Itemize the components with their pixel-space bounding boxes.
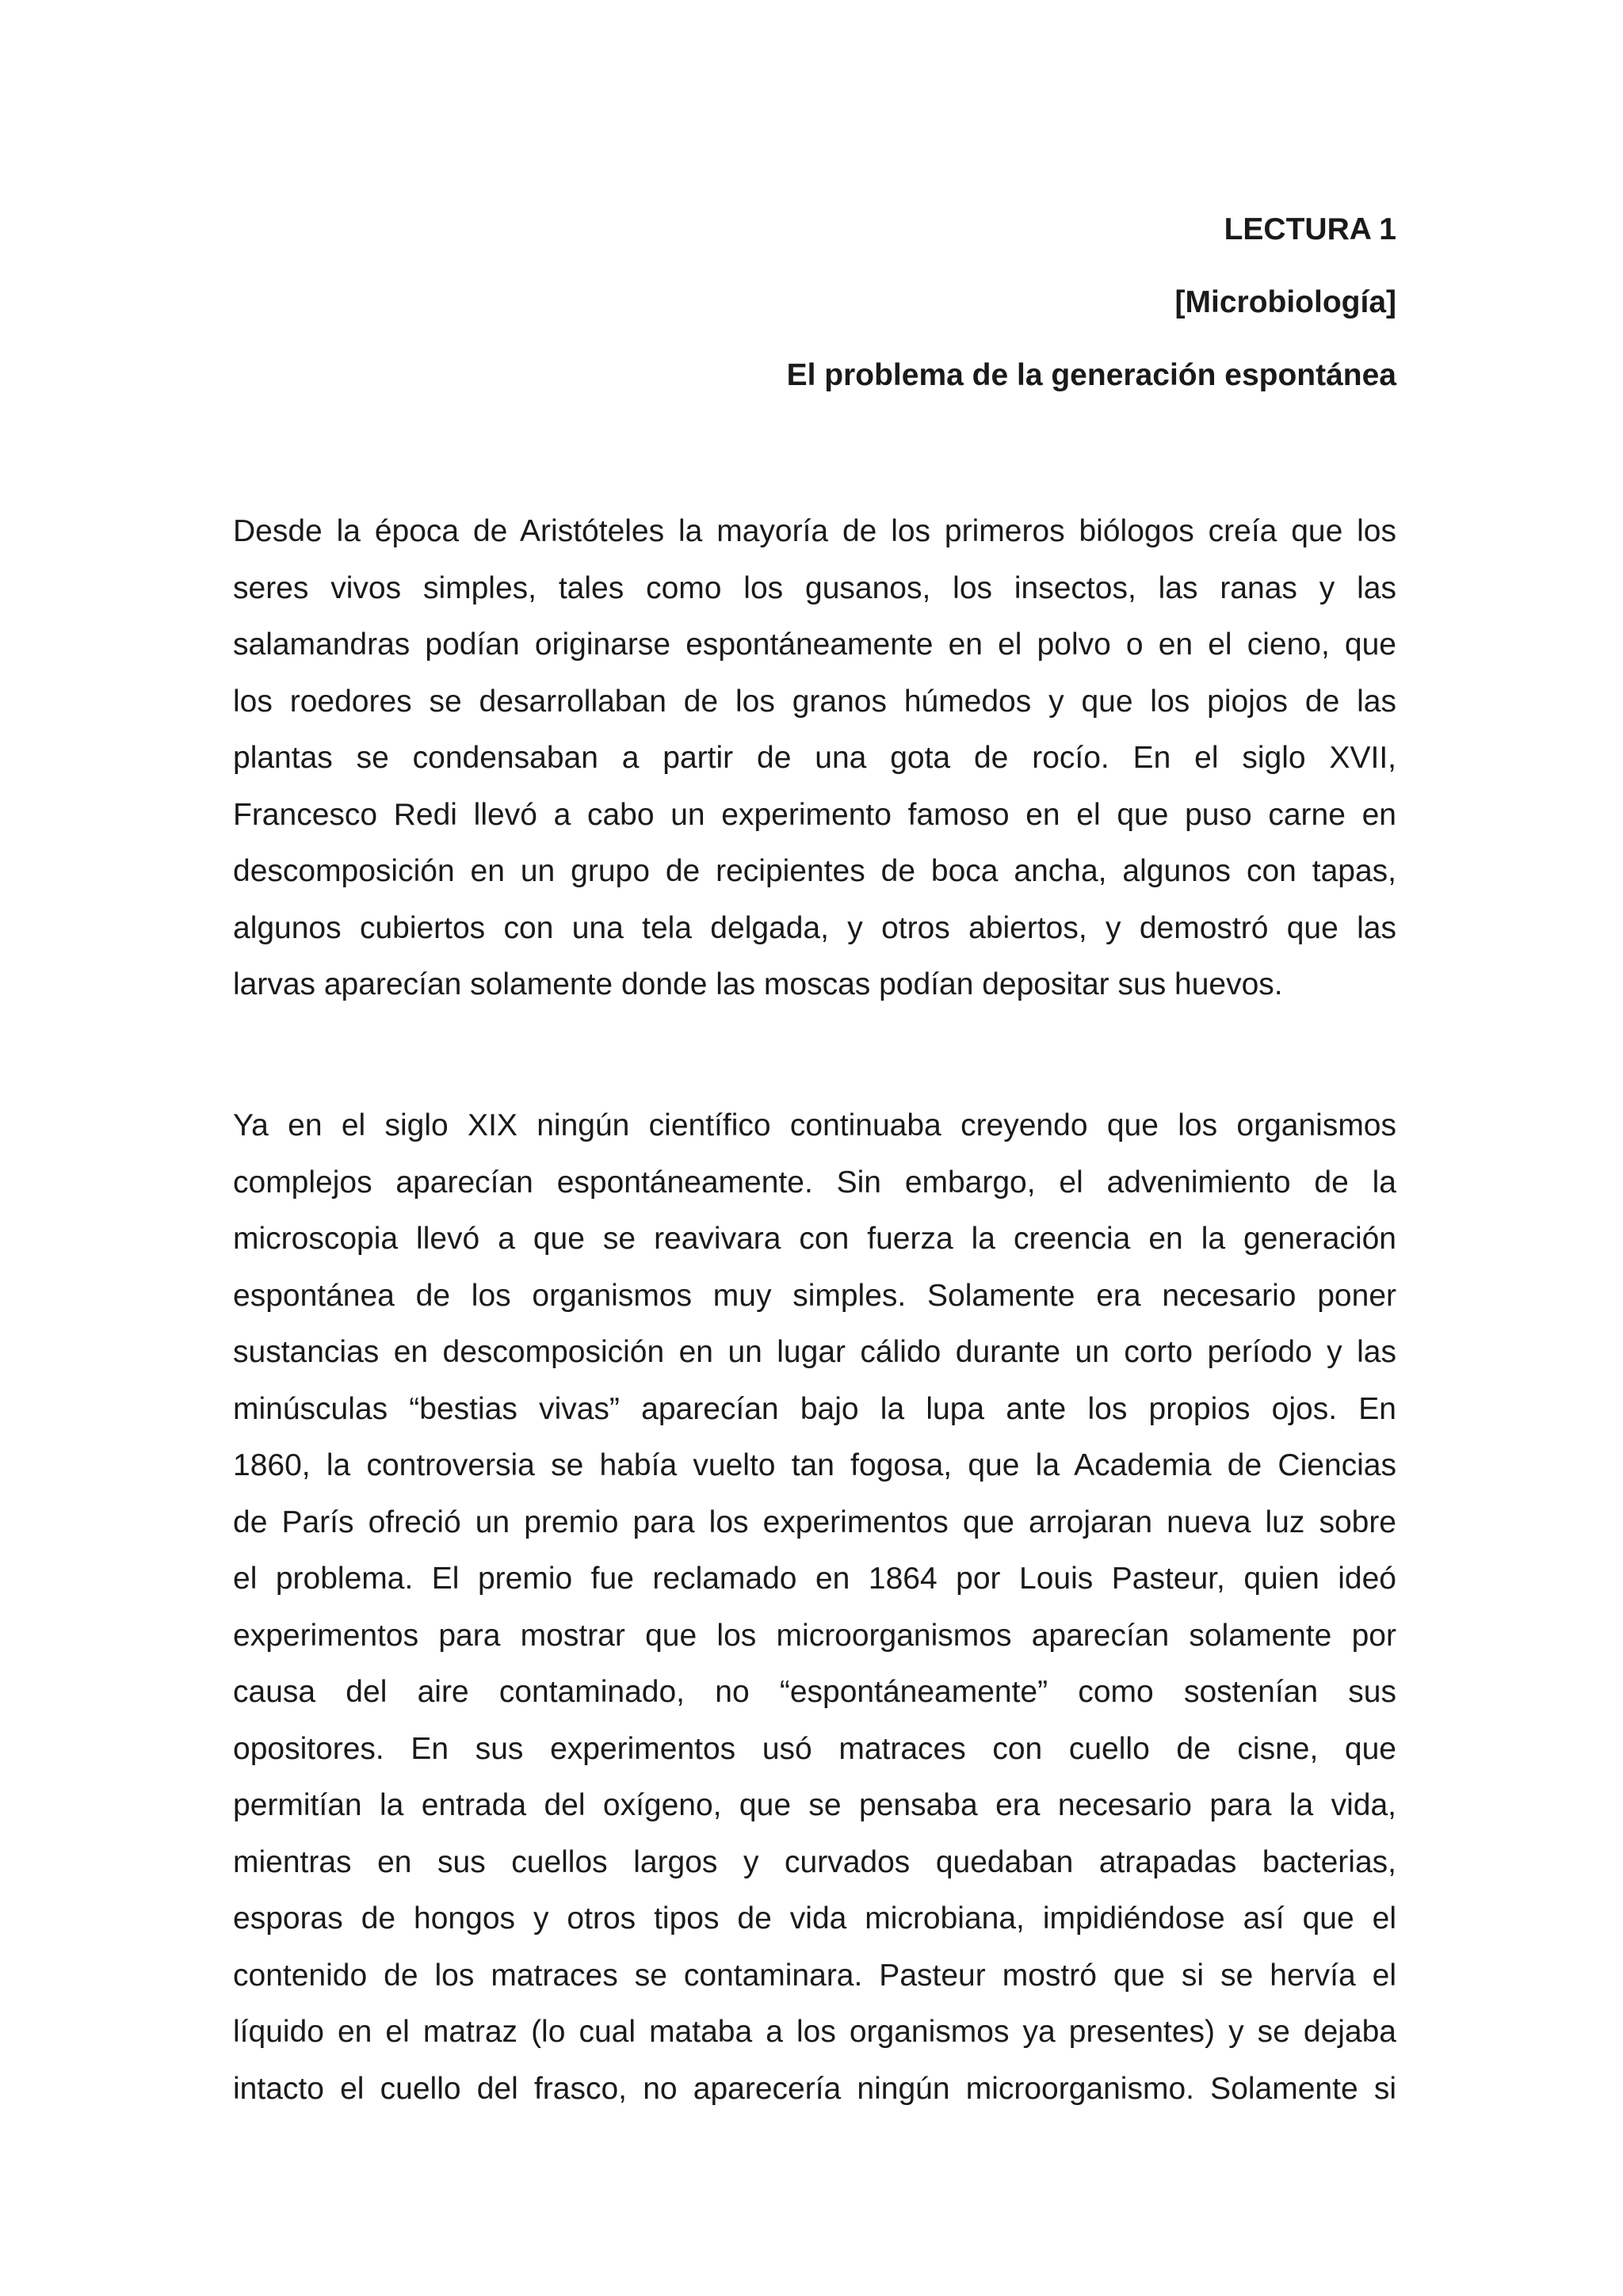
paragraph-line: 1860, la controversia se había vuelto tan fogosa, que la Academia de Ciencias [233,1448,1396,1482]
paragraph-line: salamandras podían originarse espontáneamente en el polvo o en el cieno, que [233,627,1396,662]
paragraph-line: de París ofreció un premio para los experimentos que arrojaran nueva luz sobre [233,1505,1396,1539]
paragraph-line: complejos aparecían espontáneamente. Sin embargo, el advenimiento de la [233,1165,1396,1199]
paragraph-line: seres vivos simples, tales como los gusanos, los insectos, las ranas y las [233,570,1396,605]
paragraph-line: algunos cubiertos con una tela delgada, y otros abiertos, y demostró que las [233,910,1396,945]
paragraph-line: espontánea de los organismos muy simples. Solamente era necesario poner [233,1278,1396,1313]
paragraph-line: experimentos para mostrar que los microorganismos aparecían solamente por [233,1618,1396,1653]
paragraph-line: minúsculas “bestias vivas” aparecían bajo la lupa ante los propios ojos. En [233,1391,1396,1426]
paragraph-line: causa del aire contaminado, no “espontáneamente” como sostenían sus [233,1675,1396,1709]
paragraph-line: mientras en sus cuellos largos y curvados quedaban atrapadas bacterias, [233,1844,1396,1879]
paragraph-line: descomposición en un grupo de recipientes de boca ancha, algunos con tapas, [233,854,1396,888]
subject-heading: [Microbiología] [1174,285,1396,319]
paragraph-line: contenido de los matraces se contaminara. Pasteur mostró que si se hervía el [233,1958,1396,1993]
paragraph-line: larvas aparecían solamente donde las moscas podían depositar sus huevos. [233,967,1283,1001]
paragraph-line: el problema. El premio fue reclamado en 1864 por Louis Pasteur, quien ideó [233,1562,1396,1596]
paragraph-line: microscopia llevó a que se reavivara con fuerza la creencia en la generación [233,1222,1396,1256]
reading-title-heading: El problema de la generación espontánea [786,358,1396,392]
paragraph-2 [233,1097,1396,2117]
paragraph-line: opositores. En sus experimentos usó matraces con cuello de cisne, que [233,1731,1396,1766]
paragraph-line: líquido en el matraz (lo cual mataba a los organismos ya presentes) y se dejaba [233,2015,1396,2049]
paragraph-line: plantas se condensaban a partir de una gota de rocío. En el siglo XVII, [233,741,1396,775]
paragraph-1 [233,503,1396,1013]
paragraph-line: esporas de hongos y otros tipos de vida microbiana, impidiéndose así que el [233,1901,1396,1936]
paragraph-line: intacto el cuello del frasco, no aparecería ningún microorganismo. Solamente si [233,2071,1396,2106]
paragraph-line: Desde la época de Aristóteles la mayoría de los primeros biólogos creía que los [233,514,1396,548]
paragraph-line: los roedores se desarrollaban de los granos húmedos y que los piojos de las [233,684,1396,719]
reading-number-heading: LECTURA 1 [1224,212,1396,246]
paragraph-line: Ya en el siglo XIX ningún científico continuaba creyendo que los organismos [233,1108,1396,1142]
paragraph-line: Francesco Redi llevó a cabo un experimento famoso en el que puso carne en [233,797,1396,832]
paragraph-line: permitían la entrada del oxígeno, que se pensaba era necesario para la vida, [233,1788,1396,1822]
paragraph-line: sustancias en descomposición en un lugar cálido durante un corto período y las [233,1335,1396,1369]
